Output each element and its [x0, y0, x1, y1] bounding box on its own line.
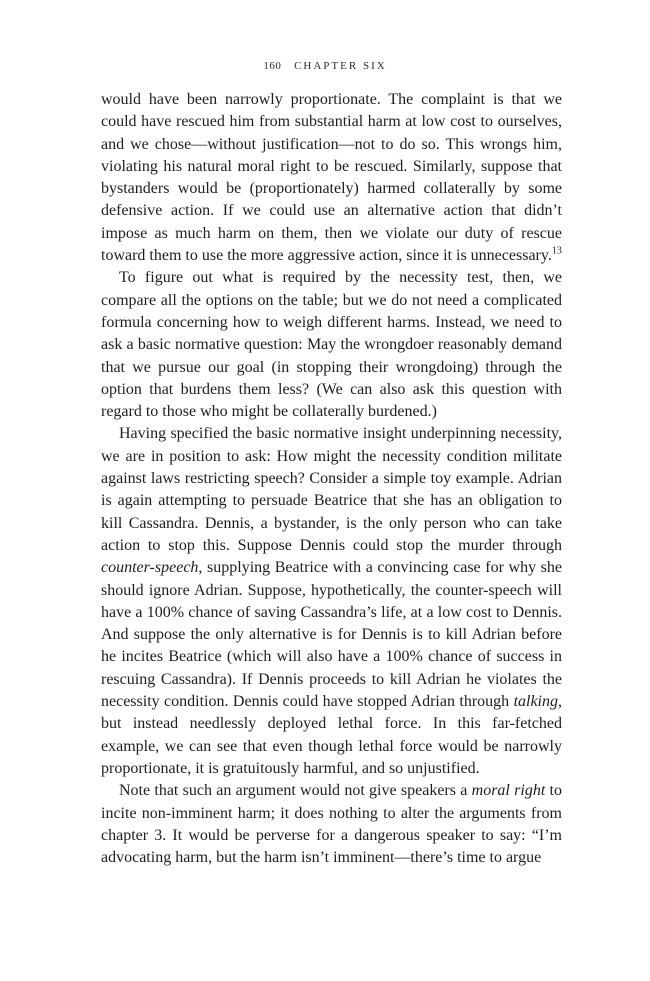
chapter-title: CHAPTER SIX [294, 60, 387, 72]
running-head [0, 60, 650, 72]
text-run: Having specified the basic normative insight underpinning necessity, we are in position to ask: How might the necessity condition militate against laws restricting speech? Consider a simple toy example. Adrian is again attempting to persuade Beatrice that she has an obligation to kill Cassandra. Dennis, a bystander, is the only person who can take action to stop this. Suppose Dennis could stop the murder through [101, 425, 562, 554]
italic-text: talking [513, 693, 558, 711]
text-run: Note that such an argument would not give speakers a [119, 782, 472, 800]
text-run: to incite non-imminent harm; it does nothing to alter the arguments from chapter 3. It would be perverse for a dangerous speaker to say: “I’m advocating harm, but the harm isn’t imminent—there’s time to argue [101, 782, 562, 867]
footnote-marker: 13 [551, 245, 562, 257]
page-number: 160 [263, 60, 282, 72]
text-run: , but instead needlessly deployed lethal force. In this far-fetched example, we can see that even though lethal force would be narrowly proportionate, it is gratuitously harmful, and so unjustified. [101, 693, 562, 777]
italic-text: counter-speech [101, 559, 199, 577]
text-run: To figure out what is required by the necessity test, then, we compare all the options on the table; but we do not need a complicated formula concerning how to weigh different harms. Instead, we need to ask a basic normative question: May the wrongdoer reasonably demand that we pursue our goal (in stopping their wrongdoing) through the option that burdens them less? (We can also ask this question with regard to those who might be collaterally burdened.) [101, 269, 562, 421]
paragraph [101, 267, 562, 423]
text-run: would have been narrowly proportionate. The complaint is that we could have rescued him from substantial harm at low cost to ourselves, and we chose—without justification—not to do so. This wrongs him, violating his natural moral right to be rescued. Similarly, suppose that bystanders would be (proportionately) harmed collaterally by some defensive action. If we could use an alternative action that didn’t impose as much harm on them, then we violate our duty of rescue toward them to use the more aggressive action, since it is unnecessary. [101, 91, 562, 265]
paragraph [101, 89, 562, 267]
italic-text: moral right [471, 782, 546, 800]
paragraph [101, 780, 562, 869]
body-text [101, 89, 562, 869]
paragraph [101, 423, 562, 780]
text-run: , supplying Beatrice with a convincing case for why she should ignore Adrian. Suppose, hypothetically, the counter-speech will have a 100% chance of saving Cassandra’s life, at a low cost to Dennis. And suppose the only alternative is for Dennis is to kill Adrian before he incites Beatrice (which will also have a 100% chance of success in rescuing Cassandra). If Dennis proceeds to kill Adrian he violates the necessity condition. Dennis could have stopped Adrian through [101, 559, 562, 711]
